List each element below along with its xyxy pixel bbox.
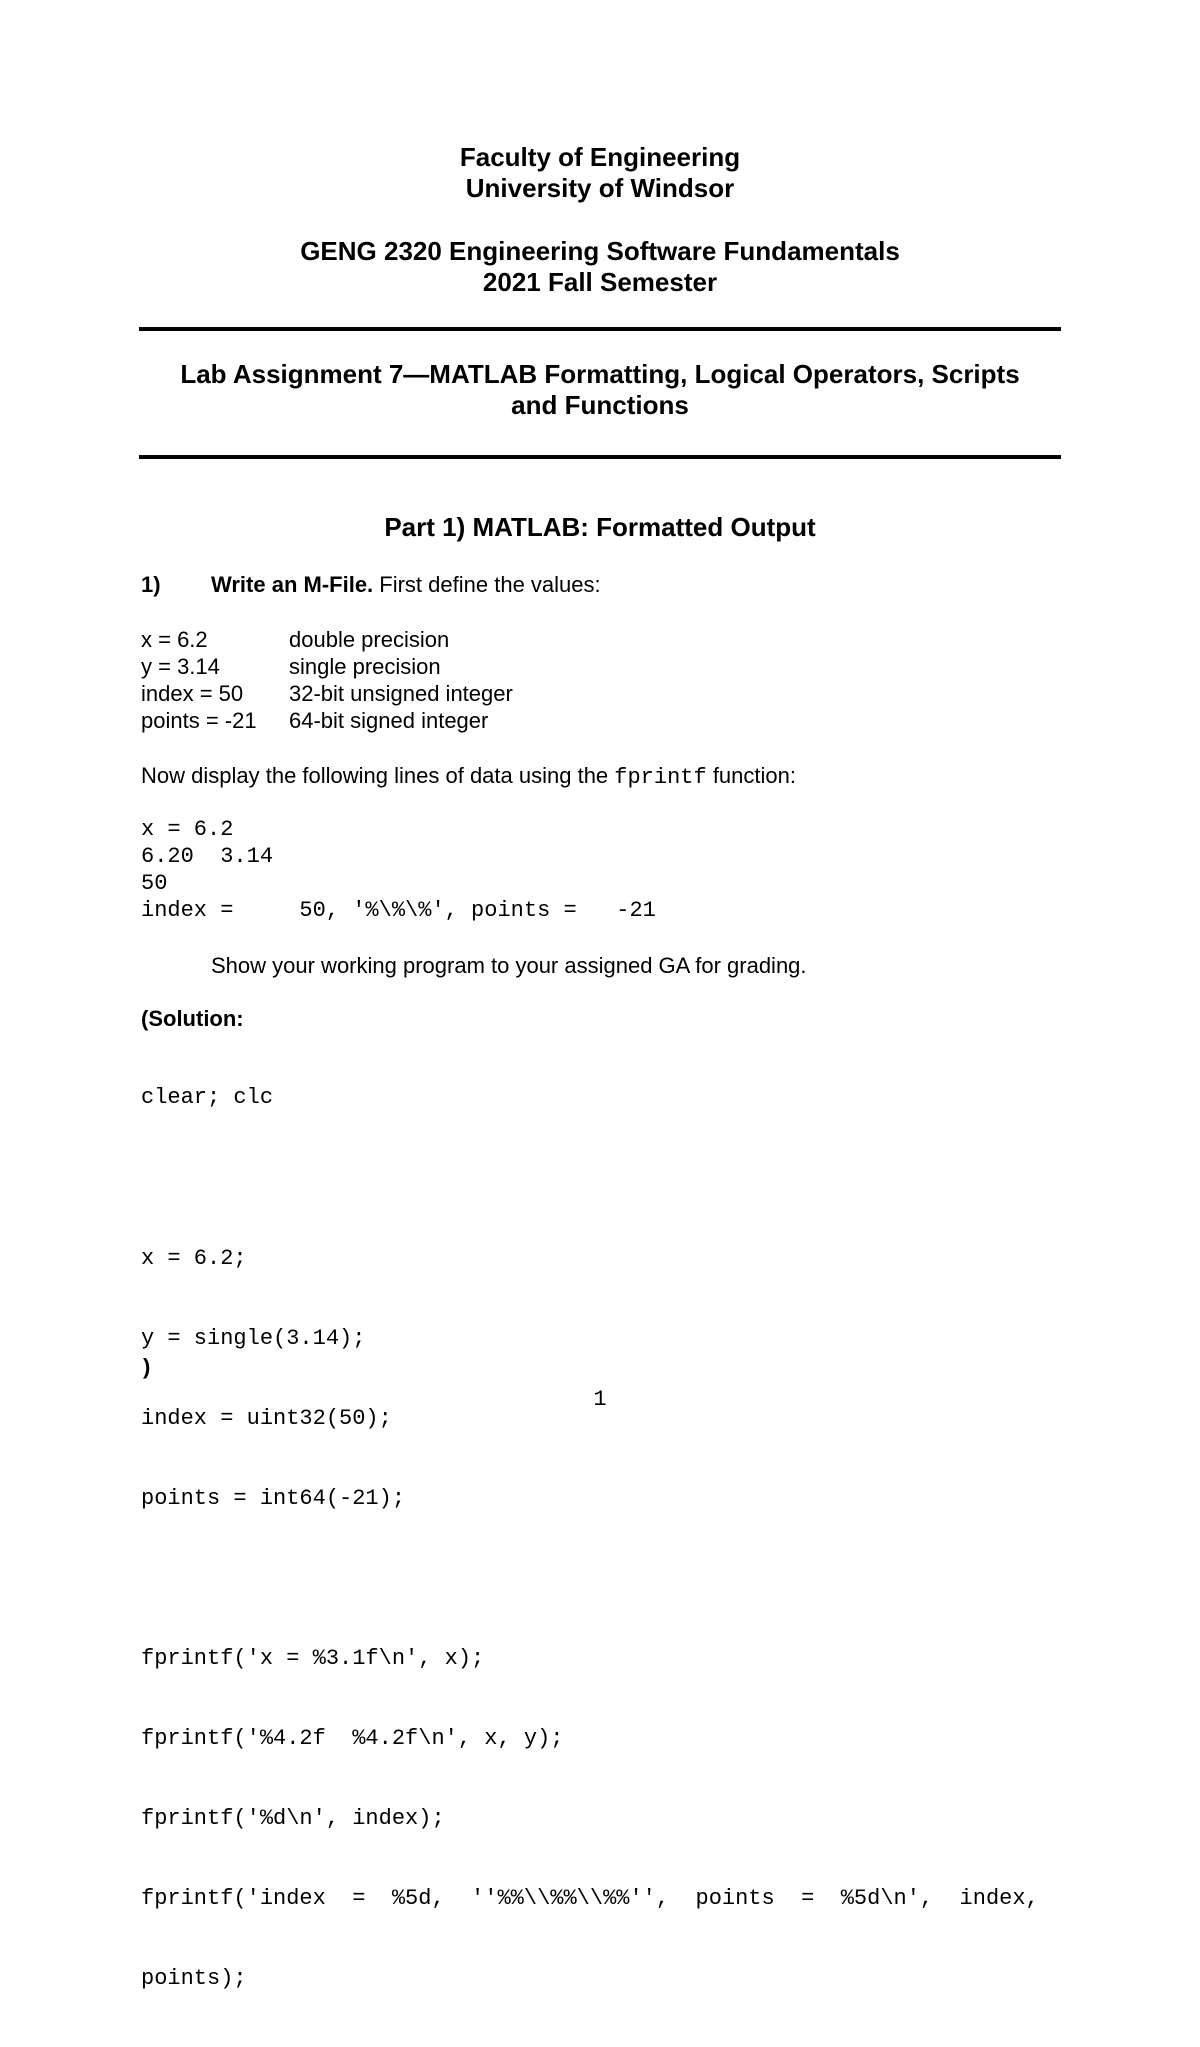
expected-output-line: index = 50, '%\%\%', points = -21 xyxy=(141,898,656,923)
solution-close: ) xyxy=(143,1354,151,1379)
bottom-rule xyxy=(139,455,1061,459)
grading-note: Show your working program to your assigned GA for grading. xyxy=(211,953,807,978)
solution-code-block xyxy=(141,1032,1039,2047)
expected-output-line: 6.20 3.14 xyxy=(141,844,274,869)
value-expr: y = 3.14 xyxy=(141,654,220,679)
university-title: University of Windsor xyxy=(465,173,735,203)
expected-output-line: x = 6.2 xyxy=(141,817,234,842)
value-desc: single precision xyxy=(289,654,441,679)
code-line: fprintf('%4.2f %4.2f\n', x, y); xyxy=(141,1726,564,1752)
expected-output-line: 50 xyxy=(141,871,168,896)
solution-label: (Solution: xyxy=(141,1006,244,1031)
top-rule xyxy=(139,327,1061,331)
display-intro-before: Now display the following lines of data using the xyxy=(141,763,615,788)
lab-title-line2: and Functions xyxy=(511,390,689,420)
course-title: GENG 2320 Engineering Software Fundamentals xyxy=(300,236,900,266)
lab-title-line1: Lab Assignment 7—MATLAB Formatting, Logical Operators, Scripts xyxy=(180,359,1020,389)
question-plain-text: First define the values: xyxy=(373,572,601,597)
value-expr: index = 50 xyxy=(141,681,244,706)
value-expr: x = 6.2 xyxy=(141,627,208,652)
code-line: fprintf('x = %3.1f\n', x); xyxy=(141,1646,485,1672)
question-text xyxy=(211,571,601,598)
page-number: 1 xyxy=(593,1387,607,1412)
value-desc: 32-bit unsigned integer xyxy=(289,681,513,706)
part1-heading: Part 1) MATLAB: Formatted Output xyxy=(384,512,816,542)
code-line xyxy=(141,1566,1039,1593)
display-intro-after: function: xyxy=(706,763,796,788)
code-line: fprintf('%d\n', index); xyxy=(141,1806,445,1832)
code-line: points = int64(-21); xyxy=(141,1485,406,1511)
code-line xyxy=(141,1166,1039,1193)
code-line: index = uint32(50); xyxy=(141,1405,392,1431)
code-line: y = single(3.14); xyxy=(141,1325,366,1351)
value-expr: points = -21 xyxy=(141,708,257,733)
question-number: 1) xyxy=(141,572,161,597)
semester-title: 2021 Fall Semester xyxy=(482,267,718,297)
faculty-title: Faculty of Engineering xyxy=(459,142,741,172)
fprintf-inline-code: fprintf xyxy=(614,765,707,790)
code-line: x = 6.2; xyxy=(141,1245,247,1271)
code-line: points); xyxy=(141,1966,247,1992)
value-desc: double precision xyxy=(289,627,450,652)
display-intro xyxy=(141,762,796,791)
question-bold-text: Write an M-File. xyxy=(211,572,374,597)
value-desc: 64-bit signed integer xyxy=(289,708,489,733)
code-line: clear; clc xyxy=(141,1085,274,1111)
code-line: fprintf('index = %5d, ''%%\\%%\\%%'', points = %5d\n', index, xyxy=(141,1886,1039,1912)
